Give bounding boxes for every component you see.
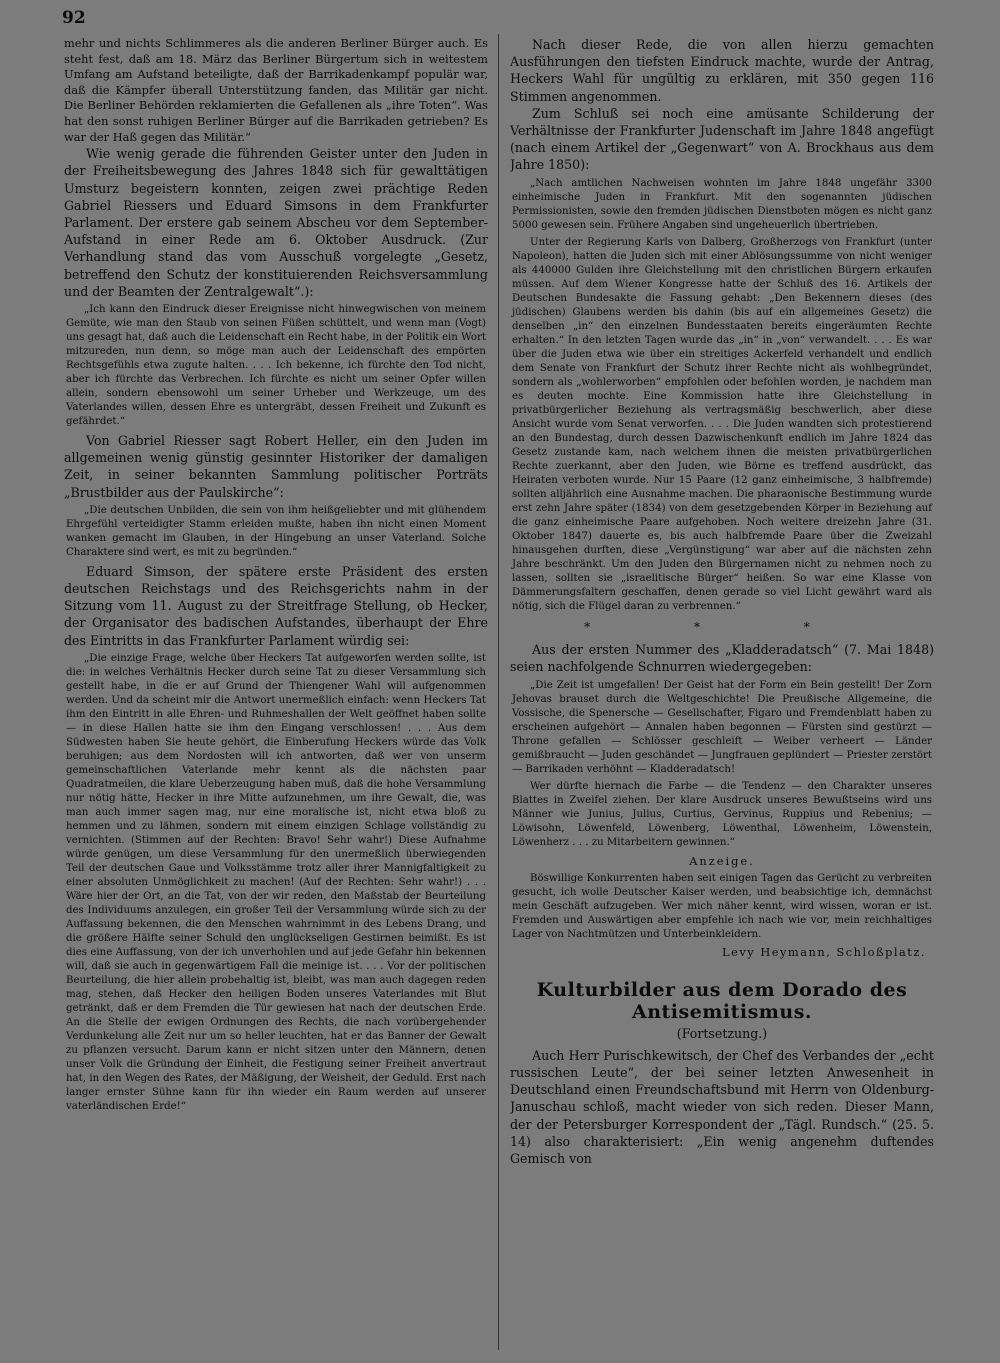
advertisement-text: Böswillige Konkurrenten haben seit einigen Tagen das Gerücht zu verbreiten gesucht, ich wolle Deutscher Kaiser werden, und beabsichtige ich, demnächst mein Geschäft aufzugeben. Wer mich näher kennt, wird wissen, woran er ist. Fremden und Auswärtigen aber empfehle ich nach wie vor, mein reichhaltiges Lager von Nachtmützen und Unterbeinkleidern.	[512, 873, 932, 941]
paragraph: Wie wenig gerade die führenden Geister unter den Juden in der Freiheitsbewegung des Jahres 1848 sich für gewalttätigen Umsturz begeistern konnten, zeigen zwei prächtige Reden Gabriel Riessers und Eduard Simsons in dem Frankfurter Parlament. Der erstere gab seinem Abscheu vor dem September-Aufstand in einer Rede am 6. Oktober Ausdruck. (Zur Verhandlung stand das vom Ausschuß vorgelegte „Gesetz, betreffend den Schutz der konstituierenden Reichsversammlung und der Beamten der Zentralgewalt“.):	[64, 146, 488, 299]
quote-paragraph: „Die einzige Frage, welche über Heckers Tat aufgeworfen werden sollte, ist die: in welches Verhältnis Hecker durch seine Tat zu dieser Versammlung sich gestellt habe, in die er auf Grund der Thiengener Wahl will aufgenommen werden. Und da scheint mir die Antwort unermeßlich einfach: wenn Heckers Tat ihm den Eintritt in alle Ehren- und Ruhmeshallen der Welt geöffnet haben sollte — in diese Hallen hatte sie ihm den Eingang verschlossen! . . . Aus dem Südwesten haben Sie heute gehört, die Einberufung Heckers würde das Volk beruhigen; aus dem Nordosten will ich antworten, daß wer von unserm gemeinschaftlichen Vaterlande mehr kennt als die nächsten paar Quadratmeilen, die klare Ueberzeugung haben muß, daß die hohe Versammlung nur nötig hätte, Hecker in ihre Mitte aufzunehmen, um ihre Gewalt, die, was man auch immer sagen mag, nur eine moralische ist, nicht etwa bloß zu hemmen und zu lähmen, sondern mit einem einzigen Schlage vollständig zu vernichten. (Stimmen auf der Rechten: Bravo! Sehr wahr!) Diese Aufnahme würde genügen, um diese Versammlung für den unermeßlich überwiegenden Teil der deutschen Gaue und Volksstämme trotz aller ihrer Mannigfaltigkeit zu einer absoluten Unmöglichkeit zu machen! (Auf der Rechten: Sehr wahr!) . . . Wäre hier der Ort, an die Tat, von der wir reden, den Maßstab der Beurteilung des Individuums anzulegen, ein großer Teil der Versammlung würde sich zu der Auffassung bekennen, die den Menschen wahrnimmt in des Lebens Drang, und die größere Hälfte seiner Schuld den unglückseligen Gestirnen beimißt. Es ist dies eine Auffassung, von der ich unverhohlen und auf jede Gefahr hin bekennen will, daß sie auch in gegenwärtigem Fall die meinige ist. . . . Vor der politischen Beurteilung, die hier allein probehaltig ist, bleibt, was man auch dagegen reden mag, stehen, daß Hecker den heiligen Boden unseres Vaterlandes mit Blut getränkt, daß er dem Fremden die Tür gewiesen hat nach der deutschen Erde. An die Stelle der ewigen Ordnungen des Rechts, die nach vorübergehender Verdunkelung alle Zeit nur um so heller leuchten, hat er das Banner der Gewalt zu pflanzen versucht. Darum kann er nicht sitzen unter den Männern, denen unser Volk die Gründung der Einheit, die Festigung seiner Freiheit anvertraut hat, in den Wegen des Rates, der Mäßigung, der Weisheit, der Geduld. Erst nach langer ernster Sühne kann für ihn wieder ein Raum werden auf unserer vaterländischen Erde!“	[66, 652, 486, 1112]
quote-paragraph: „Die Zeit ist umgefallen! Der Geist hat der Form ein Bein gestellt! Der Zorn Jehovas brauset durch die Weltgeschichte! Die Preußische Allgemeine, die Vossische, die Spenersche — Gesellschafter, Figaro und Fremdenblatt haben zu erscheinen aufgehört — Annalen haben begonnen — Fürsten sind gestürzt — Throne gefallen — Schlösser geschleift — Weiber verheert — Länder gemißbraucht — Juden geschändet — Jungfrauen geplündert — Priester zerstört — Barrikaden verhöhnt — Kladderadatsch!	[512, 679, 932, 775]
quote-paragraph: „Ich kann den Eindruck dieser Ereignisse nicht hinwegwischen von meinem Gemüte, wie man den Staub von seinen Füßen schüttelt, und wenn man (Vogt) uns gesagt hat, daß auch die Leidenschaft ein Recht habe, in der Politik ein Wort mitzureden, nun denn, so möge man auch der Leidenschaft des empörten Rechtsgefühls etwa zugute halten. . . . Ich bekenne, ich fürchte den Tod nicht, aber ich fürchte das Verbrechen. Ich fürchte es nicht um seiner Opfer willen allein, sondern ebensowohl um seiner Urheber und Werkzeuge, um des Vaterlandes willen, dessen Ehre es untergräbt, dessen Freiheit und Zukunft es gefährdet.“	[66, 303, 486, 427]
section-subheading: (Fortsetzung.)	[676, 1025, 768, 1041]
paragraph: Auch Herr Purischkewitsch, der Chef des Verbandes der „echt russischen Leute“, der bei seiner letzten Anwesenheit in Deutschland einen Freundschaftsbund mit Herrn von Oldenburg-Januschau schloß, macht wieder von sich reden. Dieser Mann, der der Petersburger Korrespondent der „Tägl. Rundsch.“ (25. 5. 14) also charakterisiert: „Ein wenig angenehm duftendes Gemisch von	[510, 1047, 934, 1167]
quote-paragraph: Unter der Regierung Karls von Dalberg, Großherzogs von Frankfurt (unter Napoleon), hatten die Juden sich mit einer Ablösungssumme von nicht weniger als 440000 Gulden ihre Gleichstellung mit den christlichen Bürgern erkaufen müssen. Auf dem Wiener Kongresse hatte der Schluß des 16. Artikels der Deutschen Bundesakte die Fassung gehabt: „Den Bekennern dieses (des jüdischen) Glaubens werden bis dahin (bis auf ein allgemeines Gesetz) die denselben „in“ den einzelnen Bundesstaaten bereits eingeräumten Rechte erhalten.“ In den letzten Tagen wurde das „in“ in „von“ verwandelt. . . . Es war über die Juden etwa wie über ein streitiges Ackerfeld verhandelt und endlich dem Senate von Frankfurt der Schutz ihrer Rechte nicht als wohlbegründet, sondern als „wohlerworben“ empfohlen oder befohlen worden, je nachdem man es deuten mochte. Eine Kommission hatte ihre Gleichstellung in privatbürgerlicher Beziehung als vertragsmäßig beschwerlich, aber diese Ansicht wurde vom Senat verworfen. . . . Die Juden wandten sich protestierend an den Bundestag, durch dessen Dazwischenkunft endlich im Jahre 1824 das Gesetz zustande kam, nach welchem ihnen die meisten privatbürgerlichen Rechte zuerkannt, aber den Juden, wie Börne es treffend ausdrückt, das Heiraten verboten wurde. Nur 15 Paare (12 ganz einheimische, 3 halbfremde) sollten alljährlich eine Ausnahme machen. Die pharaonische Bestimmung wurde erst zehn Jahre später (1834) von dem gesetzgebenden Körper in Beziehung auf die ganz einheimische Paare aufgehoben. Noch weitere dreizehn Jahre (31. Oktober 1847) dauerte es, bis auch halbfremde Paare über die Zweizahl hinausgehen durften, diese „Vergünstigung“ war aber auf die nächsten zehn Jahre beschränkt. Um den Juden den Bürgernamen nicht zu nehmen noch zu lassen, sollten sie „israelitische Bürger“ heißen. So war eine Klasse von Dämmerungsfaltern geschaffen, denen gerade so viel Licht gewährt ward als nötig, sich die Flügel daran zu verbrennen.“	[512, 236, 932, 612]
section-separator-stars: * * *	[584, 619, 860, 634]
paragraph: Zum Schluß sei noch eine amüsante Schilderung der Verhältnisse der Frankfurter Judenschaft im Jahre 1848 angefügt (nach einem Artikel der „Gegenwart“ von A. Brockhaus aus dem Jahre 1850):	[510, 105, 934, 173]
paragraph: Nach dieser Rede, die von allen hierzu gemachten Ausführungen den tiefsten Eindruck machte, wurde der Antrag, Heckers Wahl für ungültig zu erklären, mit 350 gegen 116 Stimmen angenommen.	[510, 37, 934, 104]
quote-paragraph: „Die deutschen Unbilden, die sein von ihm heißgeliebter und mit glühendem Ehrgefühl verteidigter Stamm erleiden mußte, haben ihn nicht einen Moment wanken gemacht im Glauben, in der Hingebung an unser Vaterland. Solche Charaktere sind wert, es mit zu begründen.“	[66, 504, 486, 558]
quote-paragraph: Wer dürfte hiernach die Farbe — die Tendenz — den Charakter unseres Blattes in Zweifel ziehen. Der klare Ausdruck unseres Bewußtseins wird uns Männer wie Junius, Julius, Curtius, Gervinus, Ruppius und Rebenius; — Löwisohn, Löwenfeld, Löwenberg, Löwenthal, Löwenheim, Löwenstein, Löwenherz . . . zu Mitarbeitern gewinnen.“	[512, 780, 932, 848]
page-number: 92	[62, 8, 86, 28]
paragraph: mehr und nichts Schlimmeres als die anderen Berliner Bürger auch. Es steht fest, daß am 18. März das Berliner Bürgertum sich in weitestem Umfang am Aufstand beteiligte, daß der Barrikadenkampf populär war, daß die Kämpfer überall Unterstützung fanden, das Militär gar nicht. Die Berliner Behörden reklamierten die Gefallenen als „ihre Toten“. Was hat den sonst ruhigen Berliner Bürger auf die Barrikaden getrieben? Es war der Haß gegen das Militär.“	[64, 36, 488, 144]
advertisement-signature: Levy Heymann, Schloßplatz.	[722, 945, 926, 960]
column-divider	[498, 34, 499, 1350]
advertisement-label: Anzeige.	[689, 853, 755, 868]
paragraph: Eduard Simson, der spätere erste Präsident des ersten deutschen Reichstags und des Reichsgerichts nahm in der Sitzung vom 11. August zu der Streitfrage Stellung, ob Hecker, der Organisator des badischen Aufstandes, überhaupt der Ehre des Eintritts in das Frankfurter Parlament würdig sei:	[64, 563, 488, 648]
paragraph: Von Gabriel Riesser sagt Robert Heller, ein den Juden im allgemeinen wenig günstig gesinnter Historiker der damaligen Zeit, in seiner bekannten Sammlung politischer Porträts „Brustbilder aus der Paulskirche“:	[64, 432, 488, 500]
quote-paragraph: „Nach amtlichen Nachweisen wohnten im Jahre 1848 ungefähr 3300 einheimische Juden in Frankfurt. Mit den sogenannten jüdischen Permissionisten, sowie den fremden jüdischen Dienstboten mögen es nicht ganz 5000 gewesen sein. Frühere Angaben sind ungeheuerlich übertrieben.	[512, 177, 932, 231]
section-heading: Kulturbilder aus dem Dorado des Antisemitismus.	[536, 978, 908, 1023]
right-column	[510, 36, 934, 1350]
left-column	[64, 36, 488, 1350]
paragraph: Aus der ersten Nummer des „Kladderadatsch“ (7. Mai 1848) seien nachfolgende Schnurren wiedergegeben:	[510, 642, 934, 675]
